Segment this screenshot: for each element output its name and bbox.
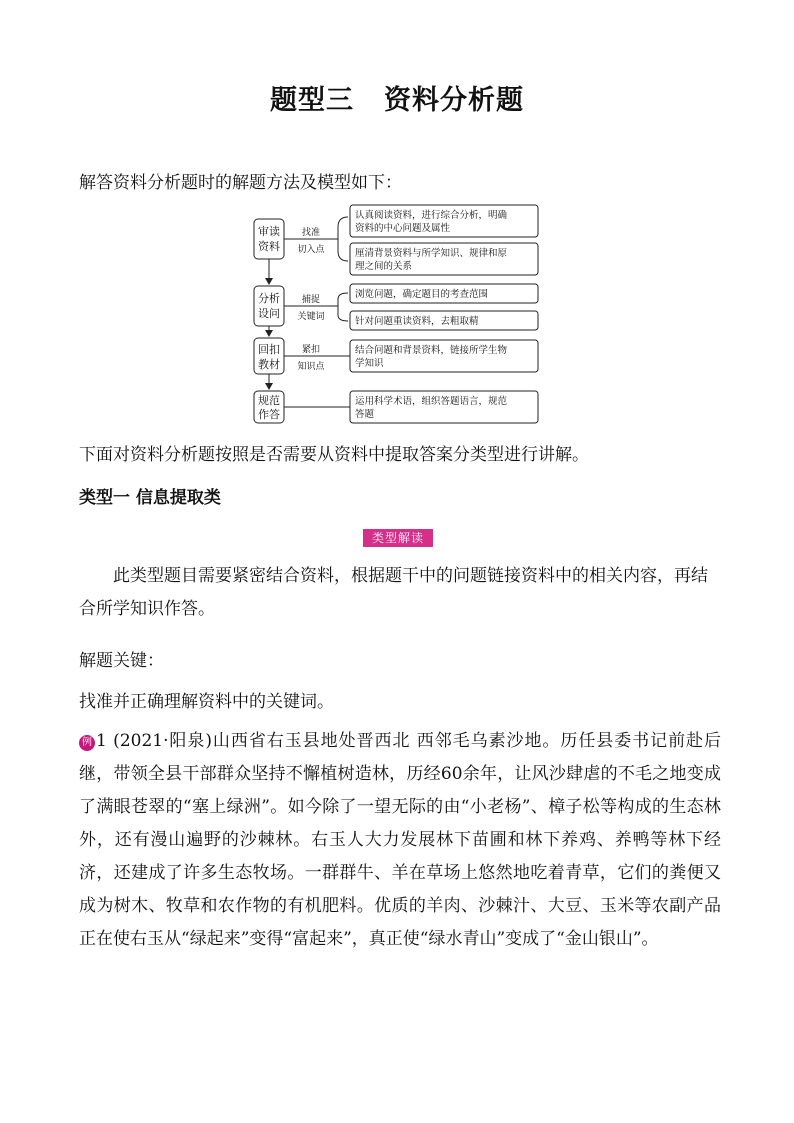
type-heading: 类型一 信息提取类 — [79, 488, 221, 508]
desc-2a-line1: 浏览问题，确定题目的考查范围 — [355, 289, 489, 300]
paragraph-1: 此类型题目需要紧密结合资料，根据题干中的问题链接资料中的相关内容，再结合所学知识作答。 — [79, 566, 708, 619]
connector-1-bottom: 切入点 — [297, 245, 325, 255]
connector-3-top: 紧扣 — [301, 345, 321, 355]
step-3-line2: 教材 — [258, 358, 280, 371]
description-text: 下面对资料分析题按照是否需要从资料中提取答案分类型进行讲解。 — [79, 445, 589, 465]
desc-1b-line1: 厘清背景资料与所学知识、规律和原 — [355, 248, 508, 259]
key-label: 解题关键： — [79, 651, 164, 671]
example-paragraph — [79, 725, 721, 956]
connector-1-top: 找准 — [301, 228, 321, 238]
step-4-line2: 作答 — [258, 408, 280, 421]
step-2-line1: 分析 — [258, 292, 280, 305]
desc-3-line2: 学知识 — [355, 358, 384, 369]
desc-2b-line1: 针对问题重读资料，去粗取精 — [355, 316, 479, 327]
step-3-line1: 回扣 — [258, 343, 280, 356]
connector-2-top: 捕捉 — [301, 295, 321, 305]
desc-4-line2: 答题 — [355, 409, 375, 420]
step-1-line1: 审读 — [258, 225, 280, 238]
step-4-line1: 规范 — [258, 394, 280, 407]
desc-1a-line2: 资料的中心问题及属性 — [355, 223, 451, 234]
connector-3-bottom: 知识点 — [297, 362, 325, 372]
title-part1: 题型三 — [270, 85, 354, 116]
title-part2: 资料分析题 — [384, 85, 524, 116]
example-text: (2021·阳泉)山西省右玉县地处晋西北 西邻毛乌素沙地。历任县委书记前赴后继，带领全县干部群众坚持不懈植树造林，历经60余年，让风沙肆虐的不毛之地变成了满眼苍翠的“塞上绿洲”。如今除了一望无际的由“小老杨”、樟子松等构成的生态林外，还有漫山遍野的沙棘林。右玉人大力发展林下苗圃和林下养鸡、养鸭等林下经济，还建成了许多生态牧场。一群群牛、羊在草场上悠然地吃着青草，它们的粪便又成为树木、牧草和农作物的有机肥料。优质的羊肉、沙棘汁、大豆、玉米等农副产品正在使右玉从“绿起来”变得“富起来”，真正使“绿水青山”变成了“金山银山”。 — [79, 731, 721, 949]
desc-3-line1: 结合问题和背景资料，链接所学生物 — [355, 345, 508, 356]
step-2-line2: 设问 — [258, 307, 280, 320]
step-1-line2: 资料 — [258, 240, 280, 253]
example-icon: 例 — [79, 735, 95, 751]
intro-text: 解答资料分析题时的解题方法及模型如下： — [79, 173, 402, 193]
key-text: 找准并正确理解资料中的关键词。 — [79, 692, 334, 712]
page-title — [0, 78, 794, 117]
method-diagram — [248, 203, 548, 425]
type-badge: 类型解读 — [363, 529, 433, 547]
desc-1a-line1: 认真阅读资料，进行综合分析，明确 — [355, 210, 508, 221]
example-number: 1 — [96, 731, 107, 751]
connector-2-bottom: 关键词 — [297, 312, 325, 322]
desc-1b-line2: 理之间的关系 — [355, 261, 413, 272]
desc-4-line1: 运用科学术语，组织答题语言，规范 — [355, 396, 508, 407]
